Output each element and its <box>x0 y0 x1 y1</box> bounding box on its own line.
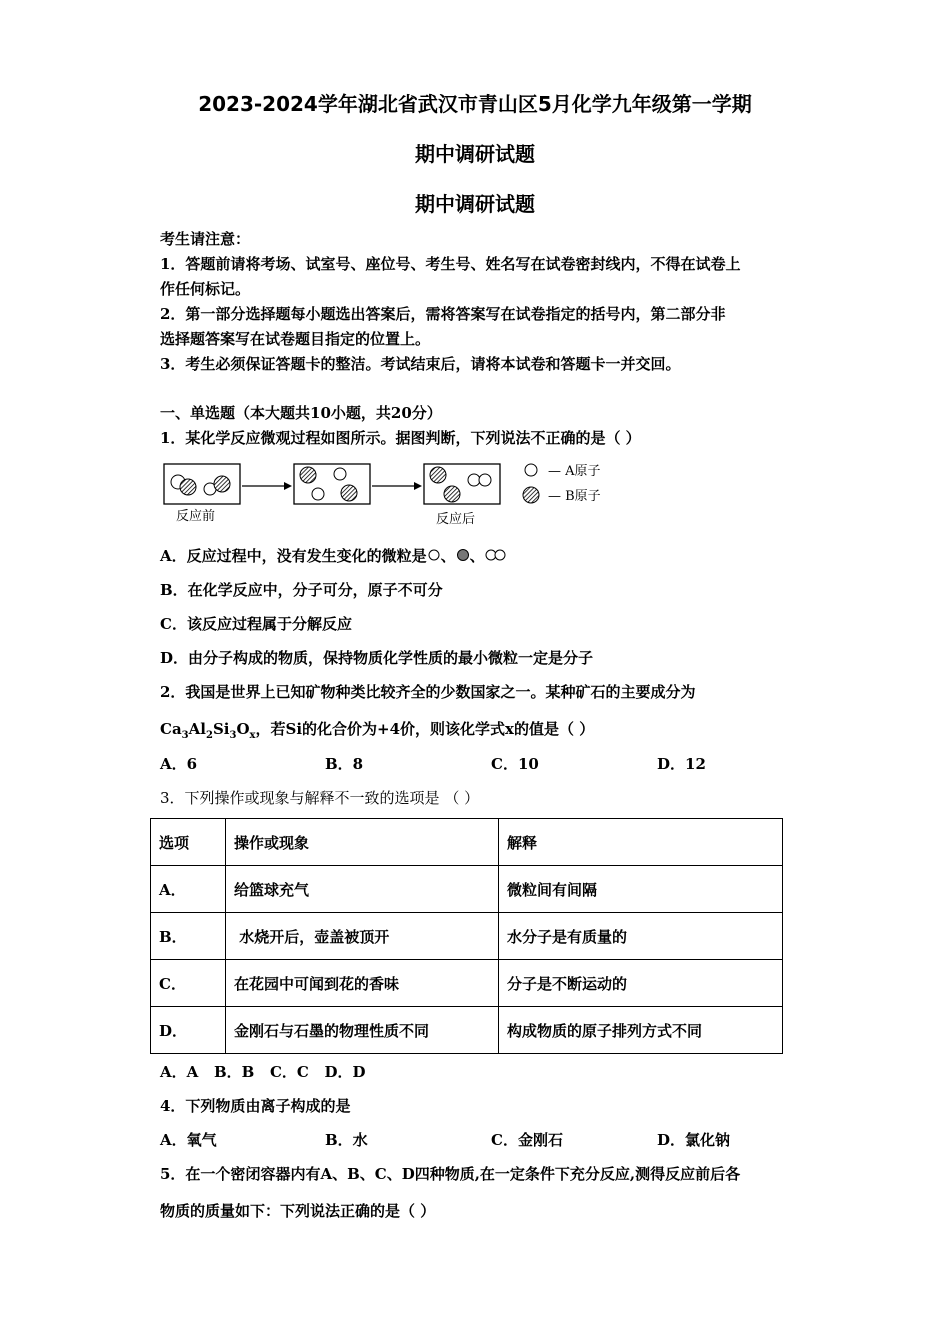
q3-table <box>150 818 783 1054</box>
q2-option-c: C．10 <box>491 755 539 773</box>
q2-option-a: A．6 <box>160 755 198 773</box>
table-cell: 在花园中可闻到花的香味 <box>226 960 499 1007</box>
atom-b <box>430 467 446 483</box>
q5-stem-cont: 物质的质量如下：下列说法正确的是（ ） <box>160 1202 436 1220</box>
q1-option-b: B．在化学反应中，分子可分，原子不可分 <box>160 581 443 599</box>
atom-a <box>468 474 480 486</box>
table-row <box>151 866 783 913</box>
q1-option-a-text: A．反应过程中，没有发生变化的微粒是 <box>160 547 427 565</box>
atom-a-icon <box>427 548 441 562</box>
q4-stem: 4．下列物质由离子构成的是 <box>160 1097 351 1115</box>
table-cell: 水烧开后，壶盖被顶开 <box>226 913 499 960</box>
arrow-icon <box>414 482 422 490</box>
legend-b-label: — B原子 <box>548 489 601 504</box>
atom-a <box>312 488 324 500</box>
q3-stem: 3．下列操作或现象与解释不一致的选项是 （ ） <box>160 789 480 807</box>
legend-a-label: — A原子 <box>548 464 601 479</box>
q4-option-b: B．水 <box>325 1131 368 1149</box>
table-row <box>151 1007 783 1054</box>
q1-option-c: C．该反应过程属于分解反应 <box>160 615 352 633</box>
q1-option-a <box>160 545 507 566</box>
table-cell: A． <box>151 866 226 913</box>
notice-item-1-cont: 作任何标记。 <box>160 280 251 298</box>
label-before: 反应前 <box>176 509 216 524</box>
q5-stem: 5．在一个密闭容器内有A、B、C、D四种物质,在一定条件下充分反应,测得反应前后各 <box>160 1165 741 1183</box>
notice-heading: 考生请注意： <box>160 230 251 248</box>
exam-title-line2: 期中调研试题 <box>415 142 535 166</box>
q1-stem: 1．某化学反应微观过程如图所示。据图判断，下列说法不正确的是（ ） <box>160 429 641 447</box>
table-cell: 构成物质的原子排列方式不同 <box>499 1007 783 1054</box>
atom-a <box>334 468 346 480</box>
legend-b-icon <box>523 487 539 503</box>
q4-option-c: C．金刚石 <box>491 1131 563 1149</box>
q2-option-d: D．12 <box>657 755 706 773</box>
atom-a <box>479 474 491 486</box>
q2-stem: 2．我国是世界上已知矿物种类比较齐全的少数国家之一。某种矿石的主要成分为 <box>160 683 696 701</box>
q1-option-d: D．由分子构成的物质，保持物质化学性质的最小微粒一定是分子 <box>160 649 594 667</box>
notice-item-2: 2．第一部分选择题每小题选出答案后，需将答案写在试卷指定的括号内，第二部分非 <box>160 305 726 323</box>
section-heading: 一、单选题（本大题共10小题，共20分） <box>160 404 442 422</box>
table-cell: D． <box>151 1007 226 1054</box>
a2-molecule-icon <box>485 548 507 562</box>
atom-b <box>180 479 196 495</box>
q3-answers: A．A B．B C．C D．D <box>160 1063 366 1081</box>
table-header-cell: 选项 <box>151 819 226 866</box>
exam-title-line1: 2023-2024学年湖北省武汉市青山区5月化学九年级第一学期 <box>198 92 752 116</box>
table-cell: 微粒间有间隔 <box>499 866 783 913</box>
table-cell: 水分子是有质量的 <box>499 913 783 960</box>
table-header-cell: 解释 <box>499 819 783 866</box>
table-row <box>151 960 783 1007</box>
q1-option-a-sep: 、 <box>440 547 456 565</box>
exam-title-line3: 期中调研试题 <box>415 192 535 216</box>
table-cell: B． <box>151 913 226 960</box>
notice-item-3: 3．考生必须保证答题卡的整洁。考试结束后，请将本试卷和答题卡一并交回。 <box>160 355 681 373</box>
legend-a-icon <box>525 464 537 476</box>
table-cell: 给篮球充气 <box>226 866 499 913</box>
atom-b <box>214 476 230 492</box>
atom-b <box>341 485 357 501</box>
label-after: 反应后 <box>436 512 476 527</box>
table-cell: 金刚石与石墨的物理性质不同 <box>226 1007 499 1054</box>
arrow-icon <box>284 482 292 490</box>
table-header-cell: 操作或现象 <box>226 819 499 866</box>
table-header-row <box>151 819 783 866</box>
q4-option-a: A．氧气 <box>160 1131 217 1149</box>
atom-b <box>300 467 316 483</box>
q2-stem-rest: ，若Si的化合价为+4价，则该化学式x的值是（ ） <box>255 720 595 738</box>
table-cell: 分子是不断运动的 <box>499 960 783 1007</box>
notice-item-1: 1．答题前请将考场、试室号、座位号、考生号、姓名写在试卷密封线内，不得在试卷上 <box>160 255 741 273</box>
q2-stem-formula: $Ca_3Al_2Si_3O_x$，若Si的化合价为+4价，则该化学式x的值是（ ） <box>160 720 595 741</box>
atom-b <box>444 486 460 502</box>
notice-item-2-cont: 选择题答案写在试卷题目指定的位置上。 <box>160 330 431 348</box>
reaction-diagram <box>160 458 680 530</box>
q1-option-a-sep: 、 <box>469 547 485 565</box>
q2-option-b: B．8 <box>325 755 364 773</box>
table-row <box>151 913 783 960</box>
atom-b-icon <box>456 548 470 562</box>
table-cell: C． <box>151 960 226 1007</box>
q4-option-d: D．氯化钠 <box>657 1131 731 1149</box>
